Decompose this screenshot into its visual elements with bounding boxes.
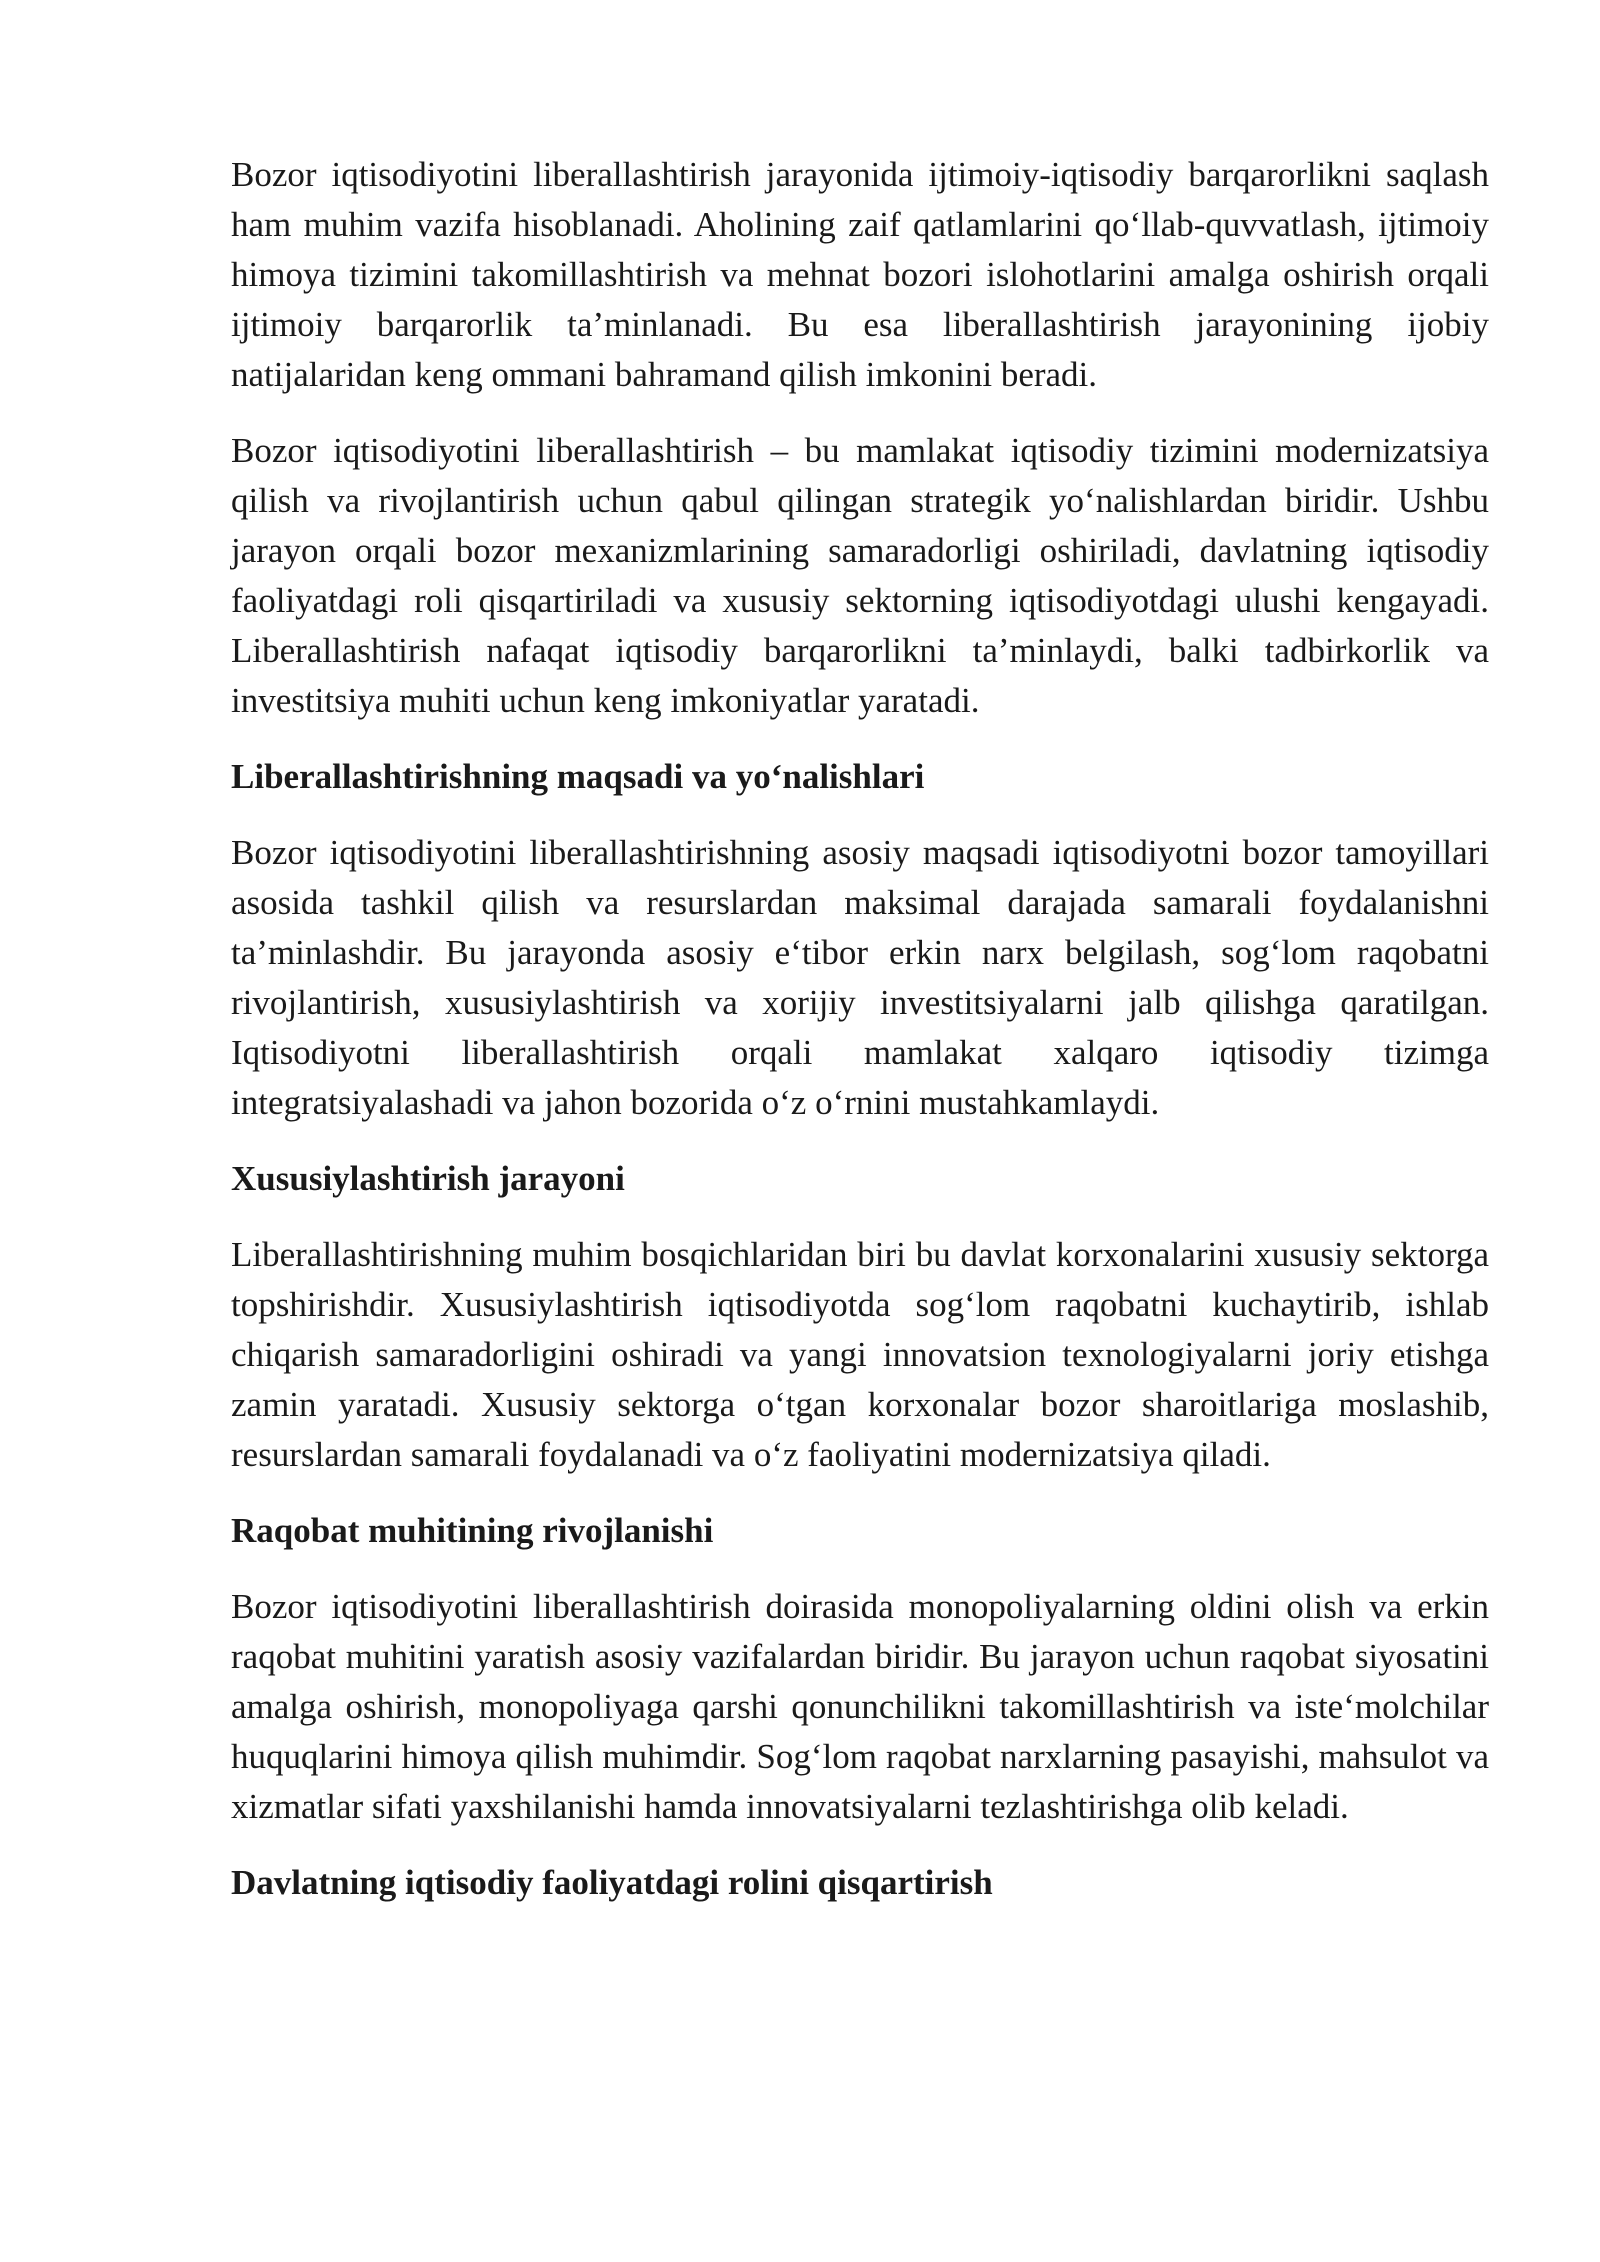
- section-heading-state-role: Davlatning iqtisodiy faoliyatdagi rolini qisqartirish: [231, 1863, 993, 1902]
- paragraph-social-stability: Bozor iqtisodiyotini liberallashtirish jarayonida ijtimoiy-iqtisodiy barqarorlikni saqlash ham muhim vazifa hisoblanadi. Aholining zaif qatlamlarini qo‘llab-quvvatlash, ijtimoiy himoya tizimini takomillashtirish va mehnat bozori islohotlarini amalga oshirish orqali ijtimoiy barqarorlik ta’minlanadi. Bu esa liberallashtirish jarayonining ijobiy natijalaridan keng ommani bahramand qilish imkonini beradi.: [231, 155, 1489, 394]
- paragraph-goals: Bozor iqtisodiyotini liberallashtirishning asosiy maqsadi iqtisodiyotni bozor tamoyillari asosida tashkil qilish va resurslardan maksimal darajada samarali foydalanishni ta’minlashdir. Bu jarayonda asosiy e‘tibor erkin narx belgilash, sog‘lom raqobatni rivojlantirish, xususiylashtirish va xorijiy investitsiyalarni jalb qilishga qaratilgan. Iqtisodiyotni liberallashtirish orqali mamlakat xalqaro iqtisodiy tizimga integratsiyalashadi va jahon bozorida o‘z o‘rnini mustahkamlaydi.: [231, 833, 1489, 1122]
- section-heading-goals: Liberallashtirishning maqsadi va yo‘nalishlari: [231, 757, 925, 796]
- section-heading-competition: Raqobat muhitining rivojlanishi: [231, 1511, 714, 1550]
- paragraph-competition: Bozor iqtisodiyotini liberallashtirish doirasida monopoliyalarning oldini olish va erkin raqobat muhitini yaratish asosiy vazifalardan biridir. Bu jarayon uchun raqobat siyosatini amalga oshirish, monopoliyaga qarshi qonunchilikni takomillashtirish va iste‘molchilar huquqlarini himoya qilish muhimdir. Sog‘lom raqobat narxlarning pasayishi, mahsulot va xizmatlar sifati yaxshilanishi hamda innovatsiyalarni tezlashtirishga olib keladi.: [231, 1587, 1489, 1826]
- section-heading-privatization: Xususiylashtirish jarayoni: [231, 1159, 625, 1198]
- paragraph-privatization: Liberallashtirishning muhim bosqichlaridan biri bu davlat korxonalarini xususiy sektorga topshirishdir. Xususiylashtirish iqtisodiyotda sog‘lom raqobatni kuchaytirib, ishlab chiqarish samaradorligini oshiradi va yangi innovatsion texnologiyalarni joriy etishga zamin yaratadi. Xususiy sektorga o‘tgan korxonalar bozor sharoitlariga moslashib, resurslardan samarali foydalanadi va o‘z faoliyatini modernizatsiya qiladi.: [231, 1235, 1489, 1474]
- document-page: [231, 150, 1489, 1934]
- paragraph-liberalization-overview: Bozor iqtisodiyotini liberallashtirish – bu mamlakat iqtisodiy tizimini modernizatsiya qilish va rivojlantirish uchun qabul qilingan strategik yo‘nalishlardan biridir. Ushbu jarayon orqali bozor mexanizmlarining samaradorligi oshiriladi, davlatning iqtisodiy faoliyatdagi roli qisqartiriladi va xususiy sektorning iqtisodiyotdagi ulushi kengayadi. Liberallashtirish nafaqat iqtisodiy barqarorlikni ta’minlaydi, balki tadbirkorlik va investitsiya muhiti uchun keng imkoniyatlar yaratadi.: [231, 431, 1489, 720]
